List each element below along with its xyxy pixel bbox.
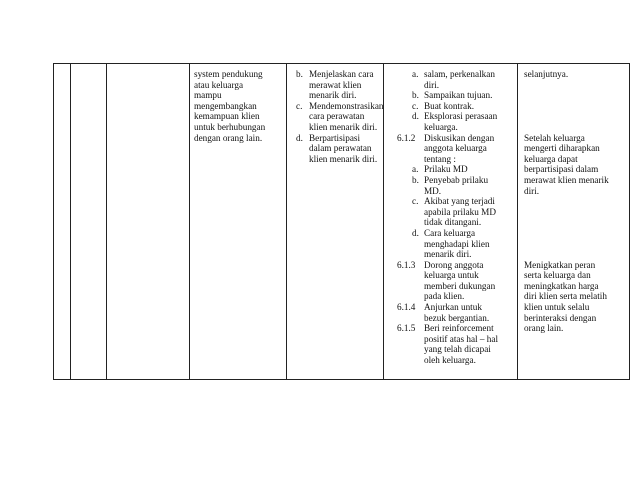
list-item [397,323,519,334]
list-text: Akibat yang terjadi [424,196,495,207]
list-marker: d. [296,132,303,143]
list-text: klien menarik diri. [309,121,378,132]
list-text: Sampaikan tujuan. [424,90,493,101]
list-text: memberi dukungan [424,280,496,291]
list-text: anggota keluarga [424,143,487,154]
list-text: Penyebab prilaku [424,174,489,185]
list-item [397,154,519,165]
list-text: menarik diri. [424,249,472,260]
text-line [524,101,630,112]
list-marker: 6.1.4 [397,302,416,313]
list-marker: b. [296,69,303,79]
text-line [524,217,630,228]
column-divider [286,64,287,379]
list-text: Cara keluarga [424,227,476,238]
list-item [397,164,519,175]
list-item [397,260,519,271]
list-item [397,228,519,239]
list-item [397,239,519,250]
list-item [296,133,384,144]
list-text: yang telah dicapai [424,344,491,355]
list-text: apabila prilaku MD [424,206,496,217]
text-line: diri. [524,185,540,196]
list-text: Buat kontrak. [424,100,475,111]
text-line: dengan orang lain. [194,132,263,143]
list-item [397,111,519,122]
list-text: menarik diri. [309,90,357,101]
list-text: Mendemonstrasikan [309,100,384,111]
text-line [524,196,630,207]
list-text: Eksplorasi perasaan [424,111,498,122]
text-line: berpartisipasi dalam [524,164,599,175]
list-item [397,344,519,355]
list-item [397,302,519,313]
text-line: orang lain. [524,323,564,334]
list-text: keluarga. [424,121,458,132]
list-text: positif atas hal – hal [424,333,498,344]
list-text: Berpartisipasi [309,132,361,143]
list-marker: 6.1.3 [397,259,416,270]
list-marker: c. [412,196,419,207]
list-marker: a. [412,164,419,175]
list-item [397,313,519,324]
list-marker: d. [412,111,419,122]
text-line: Menigkatkan peran [524,259,596,270]
column-divider [70,64,71,379]
goal-cell [194,69,286,143]
intervention-table [53,63,630,380]
list-text: diri. [424,79,440,90]
list-item [397,90,519,101]
criteria-cell [296,69,384,164]
list-text: Dorong anggota [424,259,484,270]
list-item [397,175,519,186]
list-text: bezuk bergantian. [424,312,490,323]
text-line [524,249,630,260]
list-item [296,69,384,80]
list-text: tentang : [424,153,456,164]
text-line: mengerti diharapkan [524,143,600,154]
text-line [524,80,630,91]
list-text: dalam perawatan [309,143,372,154]
intervention-cell [397,69,519,366]
list-item [397,281,519,292]
list-marker: d. [412,227,419,238]
column-divider [189,64,190,379]
list-item [296,143,384,154]
text-line: diri klien serta melatih [524,291,607,302]
list-marker: b. [412,174,419,185]
list-marker: a. [412,69,419,79]
list-text: Beri reinforcement [424,323,494,334]
text-line: kemampuan klien [194,111,260,122]
text-line [524,228,630,239]
list-item [296,154,384,165]
list-item [397,249,519,260]
text-line [524,122,630,133]
list-text: MD. [424,185,442,196]
text-line: mengembangkan [194,100,257,111]
text-line: selanjutnya. [524,69,569,79]
list-text: menghadapi klien [424,238,490,249]
text-line: Setelah keluarga [524,132,585,143]
list-text: keluarga untuk [424,270,479,281]
list-item [397,69,519,80]
column-divider [106,64,107,379]
text-line: atau keluarga [194,79,244,90]
list-item [397,80,519,91]
list-item [397,270,519,281]
list-item [296,90,384,101]
list-item [397,196,519,207]
text-line: klien untuk selalu [524,302,590,313]
list-text: Anjurkan untuk [424,302,482,313]
list-text: Menjelaskan cara [309,69,374,79]
text-line: untuk berhubungan [194,121,266,132]
list-item [397,133,519,144]
rationale-cell [524,69,630,334]
list-item [296,101,384,112]
list-text: salam, perkenalkan [424,69,495,79]
list-item [397,101,519,112]
text-line: serta keluarga dan [524,270,591,281]
list-text: Diskusikan dengan [424,132,495,143]
list-marker: 6.1.2 [397,132,416,143]
list-text: cara perawatan [309,111,365,122]
text-line: merawat klien menarik [524,174,609,185]
list-text: Prilaku MD [424,164,468,175]
list-text: oleh keluarga. [424,355,476,366]
text-line: mampu [194,90,222,101]
list-item [296,111,384,122]
list-item [397,355,519,366]
list-item [397,207,519,218]
list-text: tidak ditangani. [424,217,482,228]
text-line: meningkatkan harga [524,280,599,291]
list-text: pada klien. [424,291,465,302]
list-item [397,143,519,154]
text-line [524,90,630,101]
list-text: klien menarik diri. [309,153,378,164]
list-marker: c. [296,100,303,111]
list-item [397,291,519,302]
text-line [524,207,630,218]
list-item [296,80,384,91]
list-marker: c. [412,100,419,111]
list-marker: b. [412,90,419,101]
list-item [397,186,519,197]
list-marker: 6.1.5 [397,323,416,334]
text-line: system pendukung [194,69,263,79]
text-line: berinteraksi dengan [524,312,597,323]
list-item [397,334,519,345]
list-item [296,122,384,133]
text-line [524,111,630,122]
list-item [397,217,519,228]
text-line: keluarga dapat [524,153,578,164]
list-text: merawat klien [309,79,362,90]
list-item [397,122,519,133]
text-line [524,239,630,250]
